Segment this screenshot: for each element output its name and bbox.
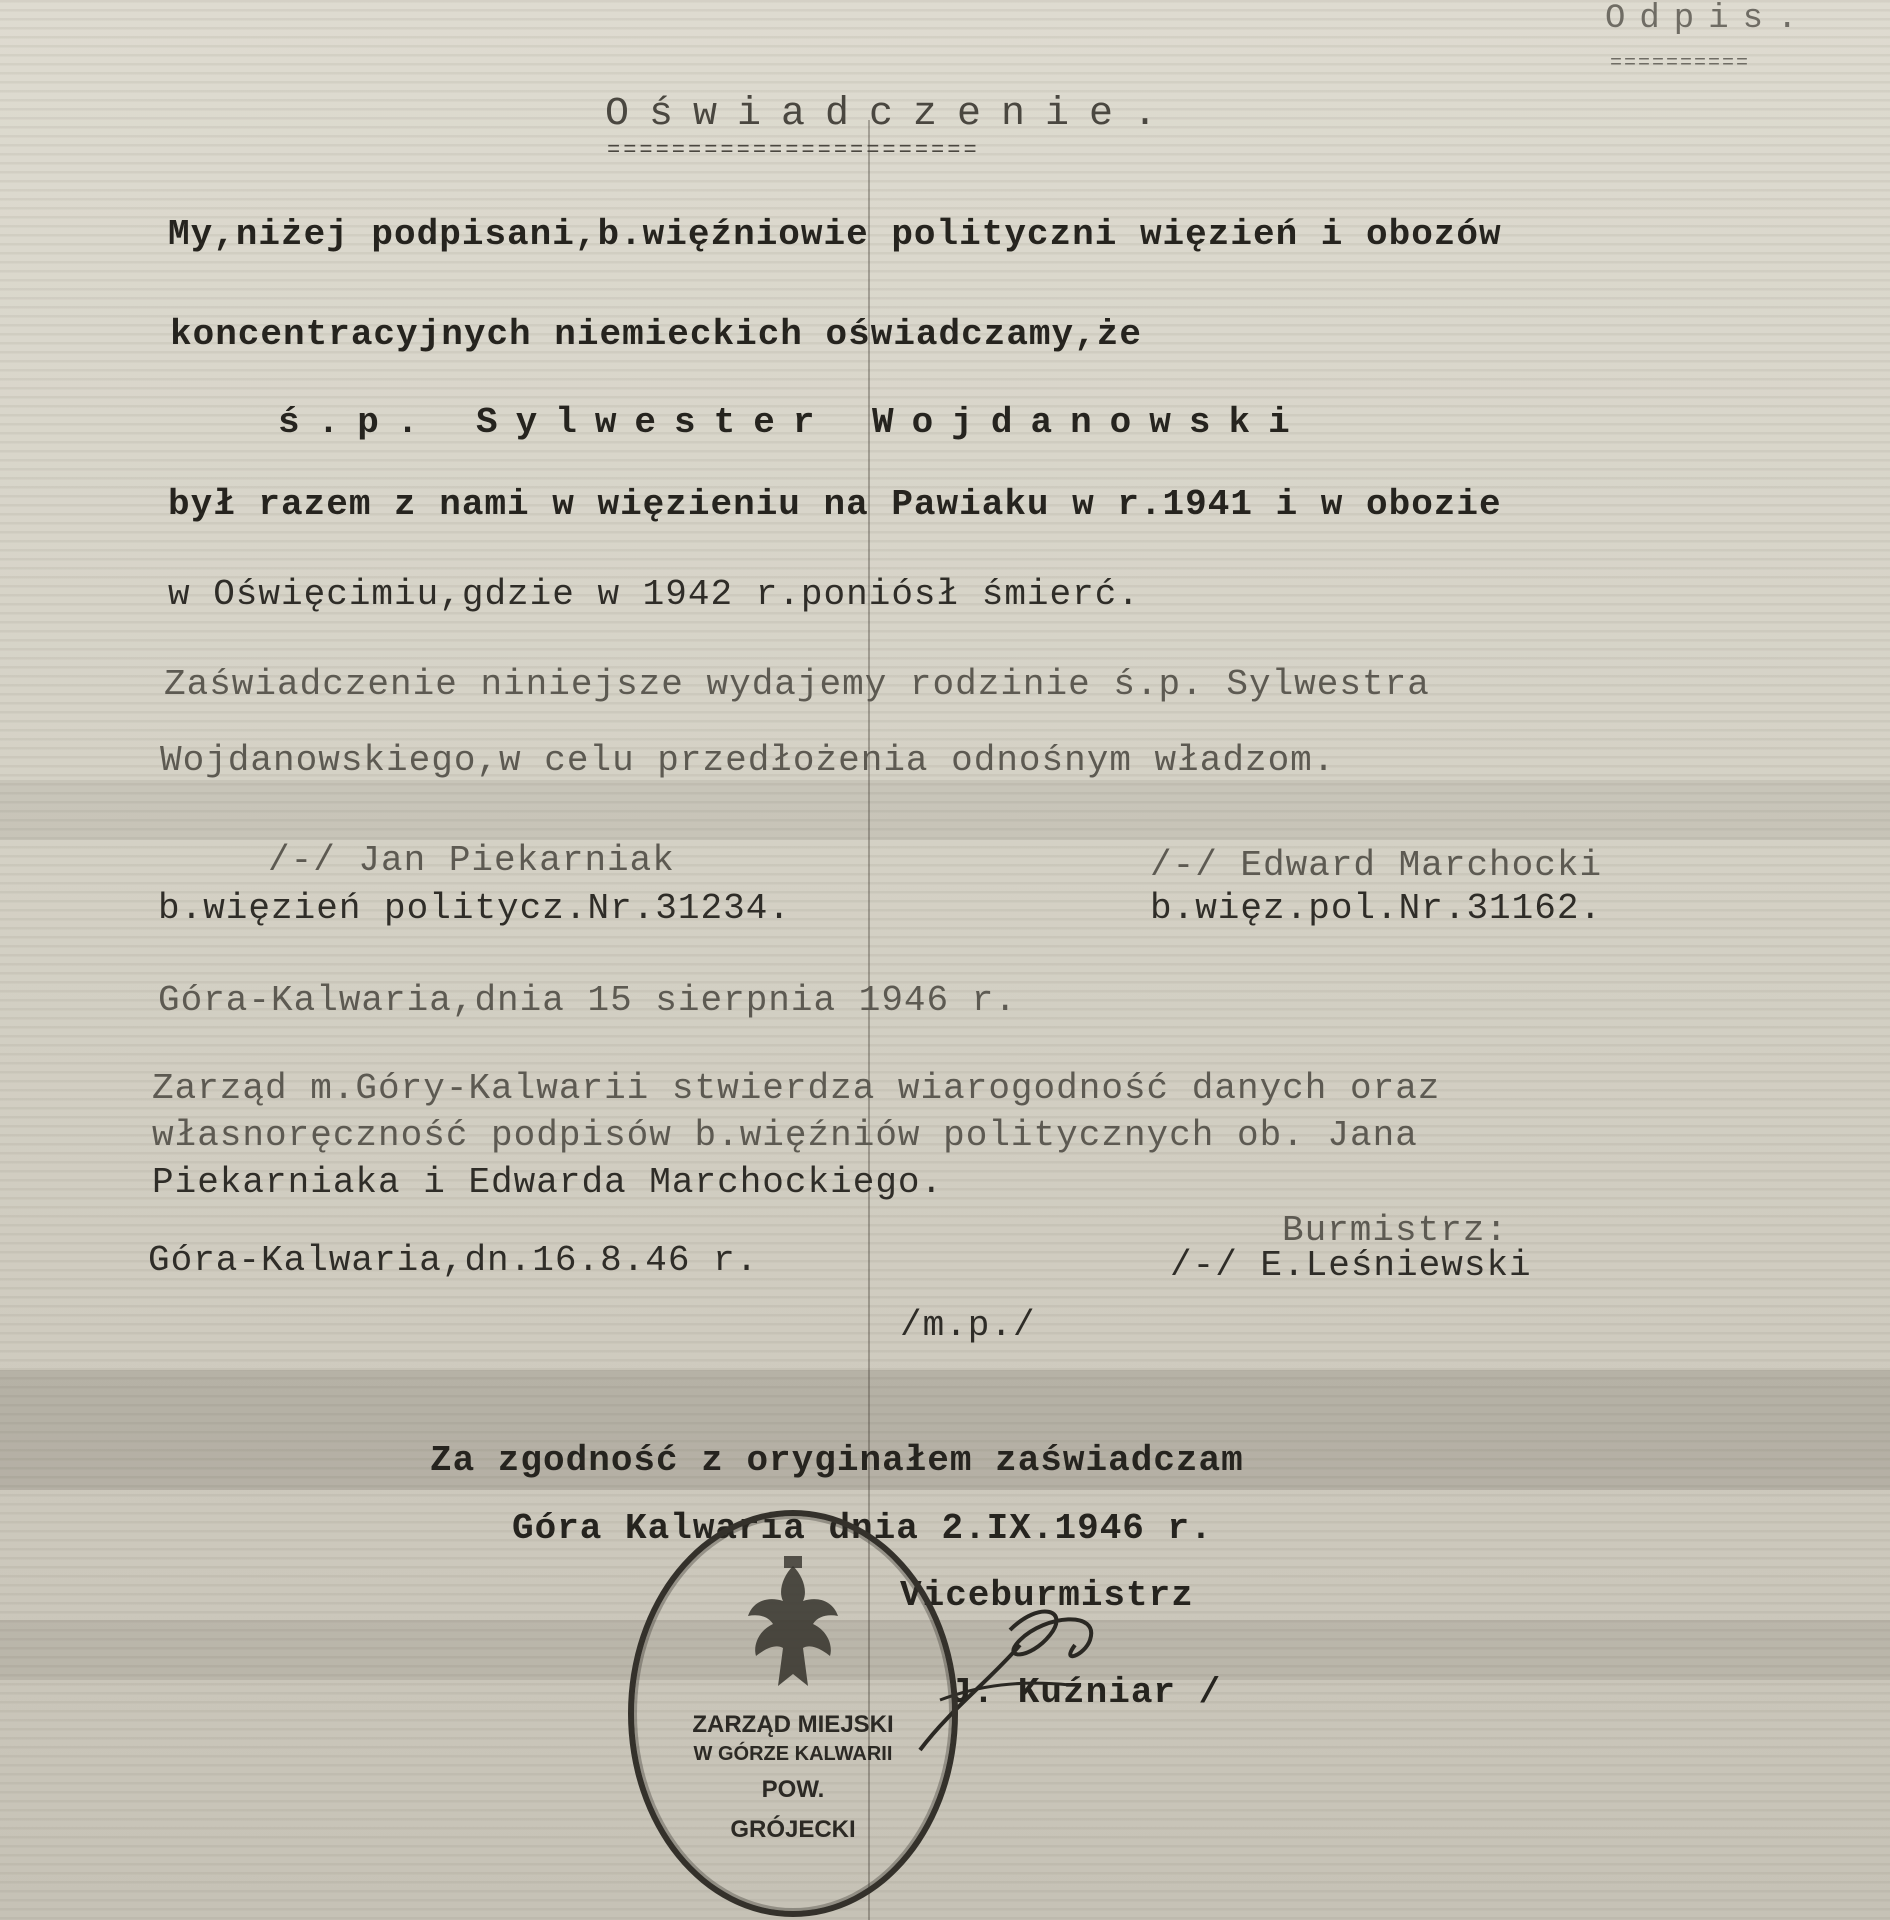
copy-mark: Odpis.	[1605, 0, 1812, 38]
signatory-right-role: b.więz.pol.Nr.31162.	[1150, 888, 1603, 929]
signatory-right-name: /-/ Edward Marchocki	[1150, 845, 1603, 886]
stamp-text: W GÓRZE KALWARII	[693, 1743, 893, 1765]
signatory-left-name: /-/ Jan Piekarniak	[268, 840, 675, 881]
body-line: koncentracyjnych niemieckich oświadczamy,że	[170, 314, 1142, 355]
stamp-text: ZARZĄD MIEJSKI	[692, 1711, 894, 1738]
stamp-text: GRÓJECKI	[730, 1816, 856, 1843]
deceased-name: ś.p. Sylwester Wojdanowski	[278, 402, 1308, 443]
attestation-line: Za zgodność z oryginałem zaświadczam	[430, 1440, 1244, 1481]
body-line: Zaświadczenie niniejsze wydajemy rodzinie ś.p. Sylwestra	[164, 664, 1430, 705]
vice-mayor-name: J. Kuźniar /	[950, 1672, 1222, 1713]
attestation-date: Góra Kalwaria dnia 2.IX.1946 r.	[512, 1508, 1213, 1549]
certification-line: Zarząd m.Góry-Kalwarii stwierdza wiarogodność danych oraz	[152, 1068, 1441, 1109]
body-line: w Oświęcimiu,gdzie w 1942 r.poniósł śmierć.	[168, 574, 1140, 615]
vice-mayor-title: Viceburmistrz	[900, 1575, 1194, 1616]
title-underline: =======================	[607, 138, 980, 163]
mayor-name: /-/ E.Leśniewski	[1170, 1245, 1532, 1286]
copy-mark-underline: ==========	[1610, 52, 1751, 75]
certification-line: Piekarniaka i Edwarda Marchockiego.	[152, 1162, 944, 1203]
date-line: Góra-Kalwaria,dnia 15 sierpnia 1946 r.	[158, 980, 1017, 1021]
body-line: Wojdanowskiego,w celu przedłożenia odnośnym władzom.	[160, 740, 1336, 781]
scan-band	[0, 780, 1890, 840]
eagle-emblem-icon	[738, 1556, 848, 1706]
document-title: Oświadczenie.	[605, 92, 1178, 137]
mayor-date: Góra-Kalwaria,dn.16.8.46 r.	[148, 1240, 759, 1281]
certification-line: własnoręczność podpisów b.więźniów politycznych ob. Jana	[152, 1115, 1418, 1156]
signatory-left-role: b.więzień politycz.Nr.31234.	[158, 888, 791, 929]
seal-note: /m.p./	[900, 1305, 1036, 1346]
official-stamp	[628, 1510, 958, 1917]
stamp-text: POW.	[761, 1776, 825, 1803]
body-line: My,niżej podpisani,b.więźniowie polityczni więzień i obozów	[168, 214, 1502, 255]
mayor-title: Burmistrz:	[1282, 1210, 1509, 1251]
body-line: był razem z nami w więzieniu na Pawiaku w r.1941 i w obozie	[168, 484, 1502, 525]
